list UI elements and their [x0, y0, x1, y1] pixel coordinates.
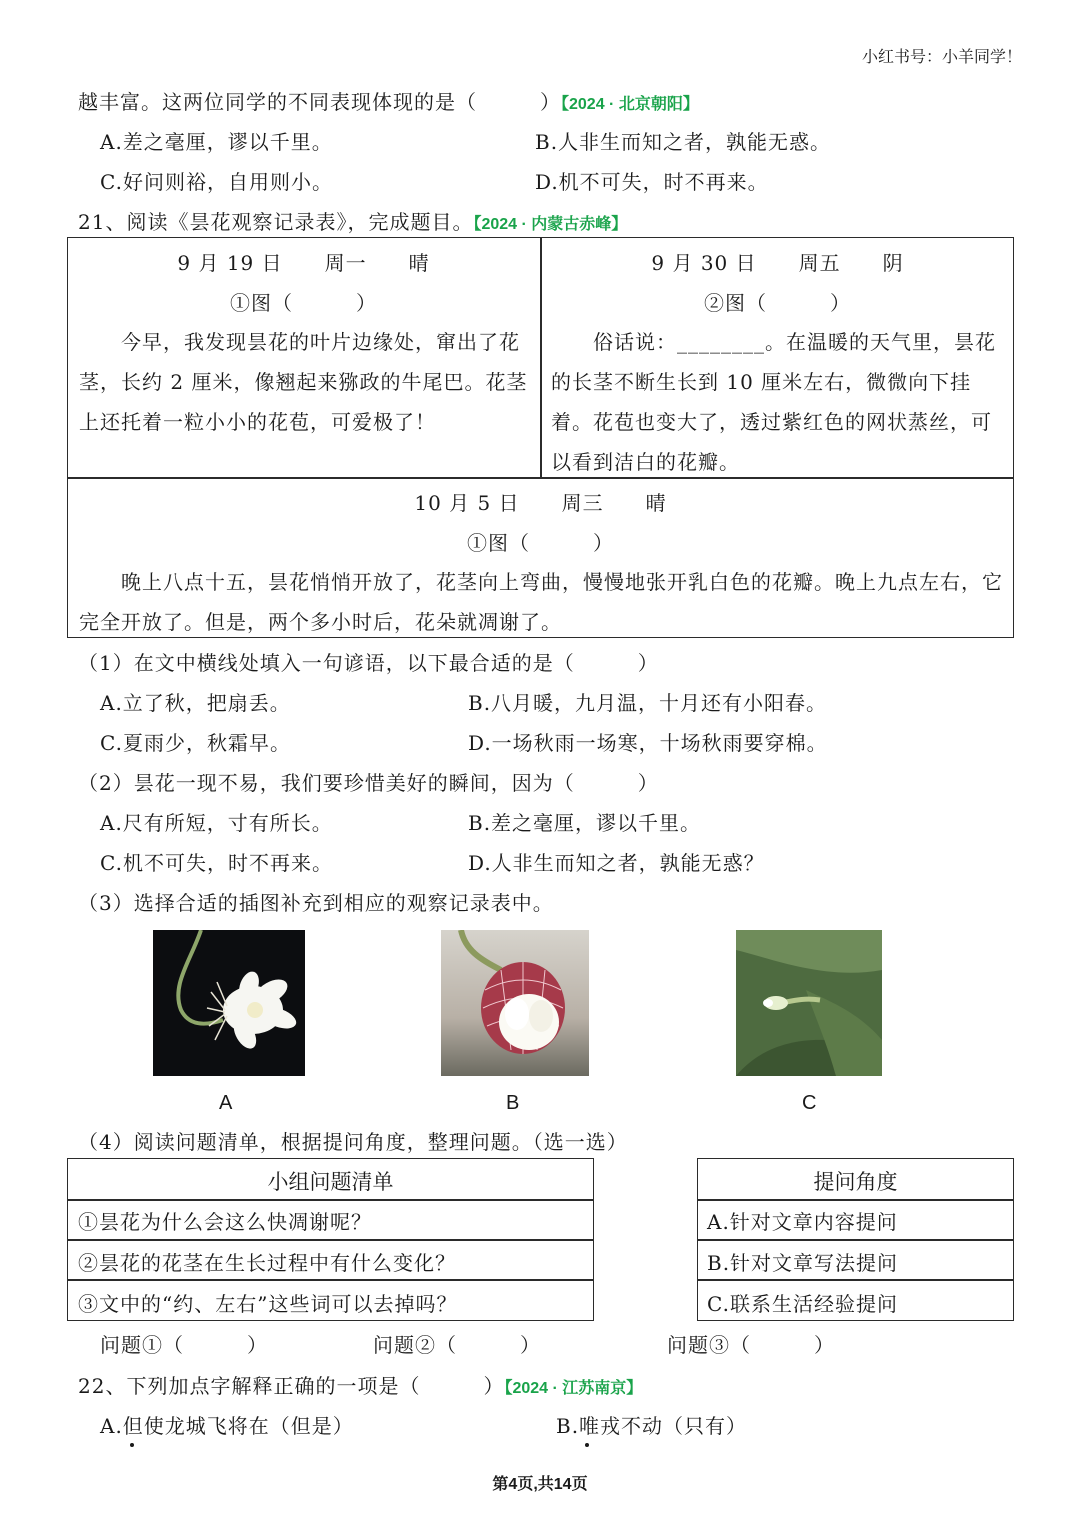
record3-date: 10 月 5 日 周三 晴: [414, 491, 667, 515]
answer-blank-2[interactable]: 问题②（ ）: [373, 1333, 541, 1357]
emphasis-dot: [585, 1443, 589, 1447]
answer-blank-1[interactable]: 问题①（ ）: [100, 1333, 268, 1357]
emphasis-dot: [130, 1443, 134, 1447]
sub1-stem: （1）在文中横线处填入一句谚语，以下最合适的是（ ）: [78, 651, 659, 675]
question-list-item-1: ①昙花为什么会这么快凋谢呢？: [78, 1210, 372, 1234]
sub2-option-d[interactable]: D.人非生而知之者，孰能无惑？: [468, 851, 765, 875]
record2-date: 9 月 30 日 周五 阴: [651, 251, 904, 275]
blooming-flower-icon: [153, 930, 305, 1076]
sub1-option-a[interactable]: A.立了秋，把扇丢。: [100, 691, 291, 715]
q20-source-tag: 【2024 · 北京朝阳】: [561, 96, 699, 113]
question-list-row-line: [67, 1239, 594, 1241]
question-list-item-3: ③文中的“约、左右”这些词可以去掉吗？: [78, 1292, 458, 1316]
small-bud-icon: [736, 930, 882, 1076]
q22-option-b[interactable]: B.唯戎不动（只有）: [556, 1414, 748, 1438]
question-list-row-line: [67, 1279, 594, 1281]
bud-opening-photo[interactable]: [441, 930, 589, 1076]
bud-opening-icon: [441, 930, 589, 1076]
record3-text: 晚上八点十五，昙花悄悄开放了，花茎向上弯曲，慢慢地张开乳白色的花瓣。晚上九点左右，它完全开放了。但是，两个多小时后，花朵就凋谢了。: [79, 570, 1003, 634]
question-angle-row-line: [697, 1199, 1014, 1201]
question-angle-c: C.联系生活经验提问: [707, 1292, 898, 1316]
q22-option-a[interactable]: A.但使龙城飞将在（但是）: [100, 1414, 354, 1438]
sub4-stem: （4）阅读问题清单，根据提问角度，整理问题。（选一选）: [78, 1130, 628, 1154]
sub2-option-c[interactable]: C.机不可失，时不再来。: [100, 851, 333, 875]
sub1-option-d[interactable]: D.一场秋雨一场寒，十场秋雨要穿棉。: [468, 731, 828, 755]
record2-text: 俗话说：________。在温暖的天气里，昙花的长茎不断生长到 10 厘米左右，微微向下挂着。花苞也变大了，透过紫红色的网状蒸丝，可以看到洁白的花瓣。: [551, 330, 996, 474]
answer-blank-3[interactable]: 问题③（ ）: [667, 1333, 835, 1357]
sub2-stem: （2）昙花一现不易，我们要珍惜美好的瞬间，因为（ ）: [78, 771, 659, 795]
q20-stem: 越丰富。这两位同学的不同表现体现的是（ ）: [78, 90, 561, 114]
record3-figure-blank[interactable]: ①图（ ）: [467, 531, 614, 555]
record1-date: 9 月 19 日 周一 晴: [177, 251, 430, 275]
sub1-option-c[interactable]: C.夏雨少，秋霜早。: [100, 731, 291, 755]
question-angle-header: 提问角度: [813, 1171, 898, 1194]
q21-stem: 21、阅读《昙花观察记录表》，完成题目。: [78, 210, 474, 234]
sub2-option-b[interactable]: B.差之毫厘，谬以千里。: [468, 811, 702, 835]
question-angle-row-line: [697, 1279, 1014, 1281]
q22-source-tag: 【2024 · 江苏南京】: [504, 1380, 643, 1397]
q21-source-tag: 【2024 · 内蒙古赤峰】: [473, 216, 628, 233]
page-number: 第4页,共14页: [492, 1476, 588, 1493]
photo-c-label: C: [802, 1092, 817, 1114]
watermark-text: 小红书号：小羊同学！: [861, 49, 1022, 66]
question-angle-a: A.针对文章内容提问: [707, 1210, 898, 1234]
q20-option-d[interactable]: D.机不可失，时不再来。: [535, 170, 769, 194]
sub3-stem: （3）选择合适的插图补充到相应的观察记录表中。: [78, 891, 554, 915]
q21-stem-line: [78, 208, 627, 239]
small-bud-photo[interactable]: [736, 930, 882, 1076]
q20-option-c[interactable]: C.好问则裕，自用则小。: [100, 170, 333, 194]
sub1-option-b[interactable]: B.八月暖，九月温，十月还有小阳春。: [468, 691, 828, 715]
q20-option-b[interactable]: B.人非生而知之者，孰能无惑。: [535, 130, 832, 154]
q22-stem: 22、下列加点字解释正确的一项是（ ）: [78, 1374, 505, 1398]
blooming-flower-photo[interactable]: [153, 930, 305, 1076]
photo-a-label: A: [219, 1092, 233, 1114]
sub2-option-a[interactable]: A.尺有所短，寸有所长。: [100, 811, 333, 835]
question-list-row-line: [67, 1199, 594, 1201]
q22-stem-line: [78, 1372, 642, 1403]
record1-text: 今早，我发现昙花的叶片边缘处，窜出了花茎，长约 2 厘米，像翘起来猕政的牛尾巴。花茎上还托着一粒小小的花苞，可爱极了！: [79, 330, 528, 434]
photo-b-label: B: [506, 1092, 520, 1114]
q20-continuation: [78, 88, 699, 119]
question-list-item-2: ②昙花的花茎在生长过程中有什么变化？: [78, 1251, 456, 1275]
record2-figure-blank[interactable]: ②图（ ）: [704, 291, 851, 315]
question-list-header: 小组问题清单: [267, 1171, 394, 1194]
q20-option-a[interactable]: A.差之毫厘，谬以千里。: [100, 130, 333, 154]
record1-figure-blank[interactable]: ①图（ ）: [230, 291, 377, 315]
question-angle-row-line: [697, 1239, 1014, 1241]
question-angle-b: B.针对文章写法提问: [707, 1251, 899, 1275]
